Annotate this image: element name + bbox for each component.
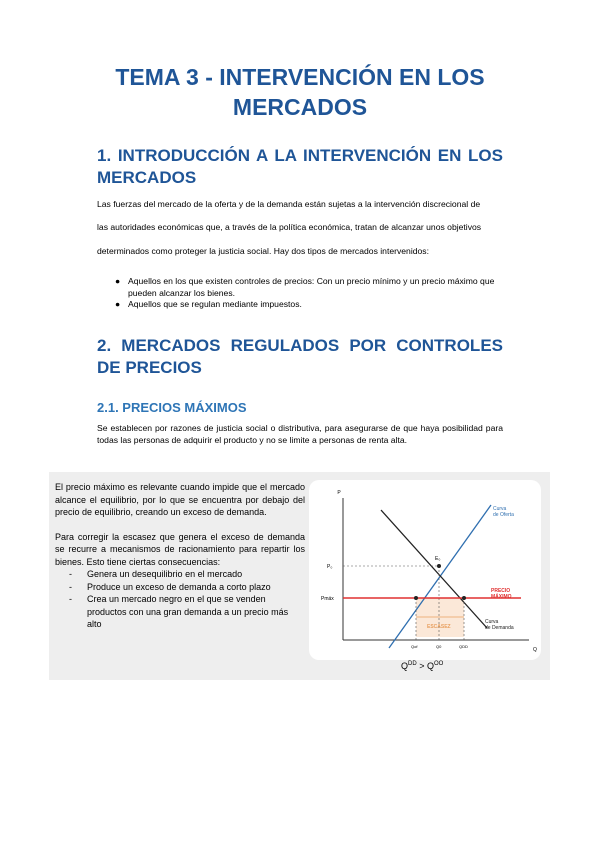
dash-icon: - — [69, 569, 72, 579]
section-1-heading: 1. INTRODUCCIÓN A LA INTERVENCIÓN EN LOS MERCADOS — [97, 146, 503, 187]
x-axis-label: Q — [533, 647, 537, 653]
supply-label: Curva de Oferta — [493, 506, 514, 518]
dash-icon: - — [69, 581, 72, 592]
consequences-list — [55, 568, 305, 631]
equilibrium-point — [437, 564, 441, 568]
section-1-paragraph-line-1: Las fuerzas del mercado de la oferta y de la demanda están sujetas a la intervención discrecional de — [97, 199, 481, 209]
shortage-label: ESCASEZ — [427, 624, 451, 630]
qdd-label: QDD — [459, 644, 468, 649]
list-item: ● Aquellos en los que existen controles de precios: Con un precio mínimo y un precio máximo que pueden alcanzar los bienes. — [115, 276, 495, 298]
q0-label: Q0 — [436, 644, 442, 649]
section-1-paragraph-line-2: las autoridades económicas que, a través de la política económica, tratan de alcanzar unos objetivos — [97, 222, 482, 232]
price-ceiling-diagram — [309, 480, 541, 660]
precio-maximo-box — [49, 472, 550, 680]
quantity-caption: $Q^{DD} > Q^{OO}$ — [401, 661, 444, 671]
demand-label: Curva de Demanda — [485, 619, 514, 631]
section-2-heading: 2. MERCADOS REGULADOS POR CONTROLES DE PRECIOS — [97, 336, 503, 377]
dash-icon: - — [69, 594, 72, 604]
list-item: - Genera un desequilibrio en el mercado — [69, 569, 243, 579]
list-item: - Produce un exceso de demanda a corto plazo — [69, 581, 271, 592]
pmax-label: Pmáx — [321, 596, 334, 602]
subsection-2-1-paragraph: Se establecen por razones de justicia social o distributiva, para asegurarse de que haya posibilidad para todas las personas de adquirir el producto y no se limite a personas de renta alta. — [97, 423, 503, 445]
qof-label: Qof — [411, 644, 418, 649]
demand-ceiling-point — [462, 596, 466, 600]
section-1-paragraph-line-3: determinados como proteger la justicia social. Hay dos tipos de mercados intervenidos: — [97, 246, 429, 256]
box-text — [55, 481, 305, 631]
page-title: TEMA 3 - INTERVENCIÓN EN LOS MERCADOS — [115, 64, 485, 120]
bullet-icon: ● — [115, 276, 121, 286]
subsection-2-1-heading: 2.1. PRECIOS MÁXIMOS — [97, 400, 247, 415]
list-item: - Crea un mercado negro en el que se venden productos con una gran demanda a un precio más alto — [69, 594, 289, 629]
section-1-bullet-list — [97, 276, 503, 311]
shortage-area — [416, 598, 464, 637]
box-paragraph-2: Para corregir la escasez que genera el exceso de demanda se recurre a mecanismos de racionamiento para repartir los bienes. Esto tiene ciertas consecuencias: — [55, 531, 305, 567]
p0-label: P₀ — [327, 564, 333, 570]
price-ceiling-label: PRECIO MÁXIMO — [491, 588, 512, 600]
box-paragraph-1: El precio máximo es relevante cuando impide que el mercado alcance el equilibrio, por lo que se encuentra por debajo del precio de equilibrio, creando un exceso de demanda. — [55, 482, 305, 517]
supply-ceiling-point — [414, 596, 418, 600]
equilibrium-label: E₀ — [435, 556, 441, 562]
bullet-icon: ● — [115, 299, 121, 309]
list-item: ● Aquellos que se regulan mediante impuestos. — [115, 299, 302, 309]
y-axis-label: P — [337, 490, 341, 496]
diagram-svg — [309, 480, 541, 660]
